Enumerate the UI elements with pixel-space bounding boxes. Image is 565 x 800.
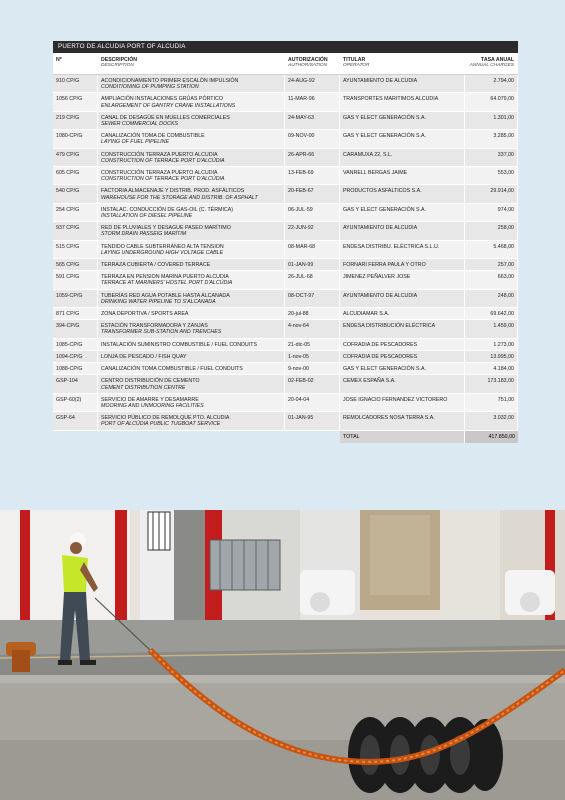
cell-annual-charge: [465, 308, 518, 319]
cell-annual-charge-text: 4.184,00: [493, 366, 514, 373]
cell-annual-charge: [465, 204, 518, 221]
cell-number: [53, 351, 98, 362]
description-english: ENLARGEMENT OF GANTRY CRANE INSTALLATIONS: [101, 102, 236, 109]
cell-operator: [340, 394, 465, 411]
cell-authorisation-date-text: 9-nov-00: [288, 366, 309, 373]
description-english: CEMENT DISTRIBUTION CENTRE: [101, 384, 186, 391]
table-row: [53, 375, 518, 393]
cell-authorisation-date-text: 22-JUN-92: [288, 225, 314, 232]
cell-description: [98, 308, 285, 319]
cell-operator: [340, 149, 465, 166]
cell-number: [53, 412, 98, 429]
cell-annual-charge-text: 13.995,00: [490, 353, 514, 360]
cell-operator: [340, 412, 465, 429]
cell-description-text: SERVICIO PÚBLICO DE REMOLQUE PTO. ALCUDIA: [101, 415, 230, 422]
cell-description: [98, 320, 285, 337]
cell-operator-text: CARAMUXA 22, S.L.: [343, 151, 393, 158]
header-number: Nº: [53, 53, 98, 74]
cell-annual-charge: [465, 222, 518, 239]
cell-number-text: 540 CP/G: [56, 188, 80, 195]
cell-annual-charge: [465, 167, 518, 184]
cell-operator: [340, 75, 465, 92]
description-english: CONSTRUCTION OF TERRACE PORT D'ALCÚDIA: [101, 176, 225, 183]
cell-description-text: AMPLIACIÓN INSTALACIONES GRÚAS PÓRTICO: [101, 96, 223, 103]
cell-operator-text: COFRADIA DE PESCADORES: [343, 353, 418, 360]
table-row: [53, 149, 518, 167]
cell-operator: [340, 241, 465, 258]
cell-annual-charge-text: 3.285,00: [493, 133, 514, 140]
cell-description: [98, 185, 285, 202]
table-row: [53, 93, 518, 111]
cell-operator: [340, 204, 465, 221]
cell-annual-charge-text: 173.183,00: [487, 378, 514, 385]
cell-description: [98, 363, 285, 374]
cell-number: [53, 185, 98, 202]
cell-operator: [340, 112, 465, 129]
table-row: [53, 222, 518, 240]
cell-number: [53, 130, 98, 147]
cell-annual-charge: [465, 149, 518, 166]
cell-authorisation-date-text: 01-JAN-99: [288, 262, 314, 269]
cell-authorisation-date-text: 1-nov-05: [288, 353, 309, 360]
table-row: [53, 112, 518, 130]
cell-operator-text: VANRELL BERGAS JAIME: [343, 170, 408, 177]
cell-authorisation-date-text: 26-JUL-68: [288, 274, 313, 281]
cell-authorisation-date: [285, 259, 340, 270]
cell-description: [98, 222, 285, 239]
cell-operator-text: PRODUCTOS ASFALTICOS S.A.: [343, 188, 422, 195]
cell-operator-text: CEMEX ESPAÑA S.A.: [343, 378, 396, 385]
cell-description-text: ESTACIÓN TRANSFORMADORA Y ZANJAS: [101, 323, 208, 330]
cell-number-text: 565 CP/G: [56, 262, 80, 269]
cell-number: [53, 339, 98, 350]
cell-operator: [340, 130, 465, 147]
cell-operator-text: AYUNTAMIENTO DE ALCUDIA: [343, 78, 418, 84]
cell-annual-charge: [465, 75, 518, 92]
cell-annual-charge: [465, 339, 518, 350]
cell-annual-charge-text: 1.273,00: [493, 341, 514, 348]
cell-number-text: 219 CP/G: [56, 114, 80, 121]
cell-number: [53, 75, 98, 92]
cell-number: [53, 259, 98, 270]
cell-number: [53, 290, 98, 307]
port-worker-photo: [0, 510, 565, 800]
cell-number-text: 1094-CP/G: [56, 353, 83, 360]
cell-description-text: TERRAZA EN PENSION MARINA PUERTO ALCUDIA: [101, 274, 229, 281]
cell-authorisation-date-text: 01-JAN-95: [288, 415, 314, 422]
cell-description: [98, 351, 285, 362]
cell-authorisation-date: [285, 204, 340, 221]
cell-operator-text: JOSE IGNACIO FERNANDEZ VICTORERO: [343, 396, 448, 403]
cell-operator-text: GAS Y ELECT GENERACIÓN S.A.: [343, 114, 427, 121]
table-header: [53, 53, 518, 75]
cell-authorisation-date: [285, 351, 340, 362]
cell-authorisation-date: [285, 112, 340, 129]
cell-authorisation-date-text: 08-MAR-68: [288, 243, 316, 250]
header-operator: TITULAR OPERATOR: [340, 53, 465, 74]
cell-annual-charge: [465, 112, 518, 129]
description-english: INSTALLATION OF DIESEL PIPELINE: [101, 213, 193, 220]
cell-annual-charge: [465, 271, 518, 288]
cell-number: [53, 93, 98, 110]
cell-operator-text: AYUNTAMIENTO DE ALCUDIA: [343, 225, 418, 232]
cell-annual-charge-text: 751,00: [497, 396, 514, 403]
header-description: DESCRIPCIÓN DESCRIPTION: [98, 53, 285, 74]
cell-number-text: 254 CP/G: [56, 206, 80, 213]
cell-description: [98, 241, 285, 258]
cell-number: [53, 167, 98, 184]
cell-authorisation-date-text: 24-MAY-63: [288, 114, 314, 121]
table-row: [53, 259, 518, 271]
cell-description-text: FACTORIA ALMACENAJE Y DISTRIB. PROD. ASFÁLTICOS: [101, 188, 245, 195]
cell-description-text: TUBERÍAS RED AGUA POTABLE HASTA ALCANADA: [101, 292, 230, 299]
cell-number: [53, 204, 98, 221]
cell-authorisation-date-text: 21-dic-05: [288, 341, 311, 348]
table-row: [53, 308, 518, 320]
cell-annual-charge: [465, 93, 518, 110]
cell-description-text: CONSTRUCCIÓN TERRAZA PUERTO ALCUDIA: [101, 170, 218, 177]
cell-operator: [340, 290, 465, 307]
description-english: CONDITIONING OF PUMPING STATION: [101, 84, 199, 91]
table-row: [53, 75, 518, 93]
table-row: [53, 351, 518, 363]
cell-number-text: 910 CP/G: [56, 78, 80, 84]
table-row: [53, 320, 518, 338]
cell-operator-text: TRANSPORTES MARITIMOS ALCUDIA: [343, 96, 439, 103]
cell-number-text: 394-CP/G: [56, 323, 80, 330]
cell-description: [98, 149, 285, 166]
cell-authorisation-date: [285, 130, 340, 147]
cell-number: [53, 320, 98, 337]
cell-description-text: CANALIZACIÓN TOMA DE COMBUSTIBLE: [101, 133, 205, 140]
cell-authorisation-date-text: 06-JUL-59: [288, 206, 313, 213]
table-row: [53, 204, 518, 222]
cell-number-text: 1056 CP/G: [56, 96, 83, 103]
total-value: 417.850,00: [465, 431, 518, 443]
description-english: CONSTRUCTION OF TERRACE PORT D'ALCÚDIA: [101, 157, 225, 164]
table-row: [53, 130, 518, 148]
cell-description-text: TENDIDO CABLE SUBTERRÁNEO ALTA TENSION: [101, 243, 224, 250]
cell-authorisation-date: [285, 93, 340, 110]
cell-description: [98, 394, 285, 411]
cell-annual-charge: [465, 185, 518, 202]
cell-annual-charge: [465, 130, 518, 147]
cell-authorisation-date-text: 20-jul-88: [288, 311, 309, 318]
cell-annual-charge-text: 248,00: [497, 292, 514, 299]
cell-operator-text: GAS Y ELECT GENERACIÓN S.A.: [343, 206, 427, 213]
cell-description-text: CANALIZACIÓN TOMA COMBUSTIBLE / FUEL CONDUITS: [101, 366, 243, 373]
cell-description-text: CONSTRUCCIÓN TERRAZA PUERTO ALCUDIA: [101, 151, 218, 158]
cell-number: [53, 394, 98, 411]
cell-operator: [340, 320, 465, 337]
cell-number-text: 591 CP/G: [56, 274, 80, 281]
description-english: PORT OF ALCÚDIA PUBLIC TUGBOAT SERVICE: [101, 421, 221, 428]
cell-description-text: ZONA DEPORTIVA / SPORTS AREA: [101, 311, 189, 318]
cell-annual-charge-text: 663,00: [497, 274, 514, 281]
cell-number: [53, 308, 98, 319]
cell-authorisation-date: [285, 308, 340, 319]
description-english: MOORING AND UNMOORING FACILITIES: [101, 402, 204, 409]
total-label: TOTAL: [340, 431, 465, 443]
cell-authorisation-date: [285, 339, 340, 350]
table-row: [53, 185, 518, 203]
cell-authorisation-date: [285, 167, 340, 184]
cell-annual-charge-text: 29.914,00: [490, 188, 514, 195]
table-row: [53, 363, 518, 375]
cell-operator: [340, 339, 465, 350]
cell-authorisation-date: [285, 375, 340, 392]
cell-operator-text: GAS Y ELECT GENERACIÓN S.A.: [343, 133, 427, 140]
description-english: SEWER COMMERCIAL DOCKS: [101, 121, 179, 128]
cell-authorisation-date: [285, 320, 340, 337]
table-row: [53, 339, 518, 351]
cell-annual-charge-text: 1.301,00: [493, 114, 514, 121]
cell-description: [98, 75, 285, 92]
cell-operator: [340, 259, 465, 270]
cell-description-text: LONJA DE PESCADO / FISH QUAY: [101, 353, 187, 360]
cell-authorisation-date-text: 20-FEB-67: [288, 188, 314, 195]
cell-authorisation-date-text: 26-APR-66: [288, 151, 315, 158]
description-english: TERRACE AT MARINERS' HOSTEL PORT D'ALCÚDIA: [101, 280, 233, 287]
cell-annual-charge-text: 974,00: [497, 206, 514, 213]
cell-description-text: TERRAZA CUBIERTA / COVERED TERRACE: [101, 262, 211, 269]
cell-annual-charge-text: 69.642,00: [490, 311, 514, 318]
cell-description-text: SERVICIO DE AMARRE Y DESAMARRE: [101, 396, 199, 403]
cell-authorisation-date-text: 08-OCT-97: [288, 292, 315, 299]
cell-number-text: 1059-CP/G: [56, 292, 83, 299]
cell-description-text: CANAL DE DESAGÜE EN MUELLES COMERCIALES: [101, 114, 230, 121]
cell-number: [53, 271, 98, 288]
cell-operator-text: FORNARI FERRA PAULA Y OTRO: [343, 262, 426, 269]
cell-operator: [340, 308, 465, 319]
cell-number-text: 1080-CP/G: [56, 133, 83, 140]
table-row: [53, 241, 518, 259]
cell-annual-charge-text: 337,00: [497, 151, 514, 158]
cell-annual-charge: [465, 290, 518, 307]
cell-annual-charge-text: 553,00: [497, 170, 514, 177]
cell-annual-charge-text: 258,00: [497, 225, 514, 232]
cell-description: [98, 259, 285, 270]
cell-authorisation-date: [285, 271, 340, 288]
cell-description: [98, 167, 285, 184]
table-total-row: [53, 431, 518, 443]
cell-operator-text: JIMENEZ PEÑALVER JOSE: [343, 274, 411, 281]
description-english: LAYING OF FUEL PIPELINE: [101, 139, 170, 146]
table-row: [53, 271, 518, 289]
cell-operator: [340, 222, 465, 239]
cell-operator: [340, 271, 465, 288]
table-row: [53, 394, 518, 412]
cell-operator-text: AYUNTAMIENTO DE ALCUDIA: [343, 292, 418, 299]
cell-annual-charge: [465, 351, 518, 362]
table-body: [53, 75, 518, 431]
cell-description: [98, 112, 285, 129]
cell-number-text: 871 CP/G: [56, 311, 80, 318]
cell-number-text: 605 CP/G: [56, 170, 80, 177]
cell-number: [53, 375, 98, 392]
cell-number: [53, 149, 98, 166]
cell-number-text: 937 CP/G: [56, 225, 80, 232]
cell-operator: [340, 167, 465, 184]
cell-description: [98, 204, 285, 221]
cell-authorisation-date-text: 24-AUG-92: [288, 78, 315, 84]
cell-authorisation-date-text: 11-MAR-96: [288, 96, 315, 103]
cell-authorisation-date: [285, 412, 340, 429]
cell-annual-charge: [465, 412, 518, 429]
cell-number-text: GSP-64: [56, 415, 75, 422]
cell-operator-text: ENDESA DISTRIBUCIÓN ELÉCTRICA: [343, 323, 436, 330]
cell-description: [98, 271, 285, 288]
cell-annual-charge-text: 5.468,00: [493, 243, 514, 250]
table-row: [53, 412, 518, 430]
cell-operator: [340, 93, 465, 110]
cell-description: [98, 290, 285, 307]
cell-number: [53, 363, 98, 374]
cell-description-text: INSTALAC. CONDUCCIÓN DE GAS-OIL (C. TÉRMICA): [101, 206, 234, 213]
cell-description-text: CENTRO DISTRIBUCIÓN DE CEMENTO: [101, 378, 200, 385]
cell-authorisation-date: [285, 241, 340, 258]
cell-description-text: ACONDICIONAMIENTO PRIMER ESCALÓN IMPULSIÓN: [101, 78, 239, 84]
description-english: TRANSFORMER SUB-STATION AND TRENCHES: [101, 329, 222, 336]
cell-number-text: 515 CP/G: [56, 243, 80, 250]
cell-description: [98, 130, 285, 147]
description-english: STORM DRAIN PASSEIG MARÍTIM: [101, 231, 187, 238]
cell-annual-charge: [465, 394, 518, 411]
cell-operator-text: ALCUDIAMAR S.A.: [343, 311, 390, 318]
description-english: WAREHOUSE FOR THE STORAGE AND DISTRIB. OF ASPHALT: [101, 194, 258, 201]
table-title: PUERTO DE ALCUDIA PORT OF ALCUDIA: [53, 41, 518, 53]
cell-number: [53, 222, 98, 239]
cell-description: [98, 375, 285, 392]
cell-description: [98, 93, 285, 110]
cell-description-text: INSTALACIÓN SUMINISTRO COMBUSTIBLE / FUEL CONDUITS: [101, 341, 257, 348]
cell-operator: [340, 375, 465, 392]
cell-annual-charge-text: 1.459,00: [493, 323, 514, 330]
cell-authorisation-date: [285, 75, 340, 92]
cell-authorisation-date: [285, 149, 340, 166]
cell-annual-charge: [465, 259, 518, 270]
cell-annual-charge: [465, 375, 518, 392]
cell-number-text: 1085-CP/G: [56, 341, 83, 348]
header-authorisation: AUTORIZACIÓN AUTHORISATION: [285, 53, 340, 74]
cell-authorisation-date: [285, 290, 340, 307]
cell-authorisation-date: [285, 185, 340, 202]
cell-number-text: 1088-CP/G: [56, 366, 83, 373]
cell-operator: [340, 363, 465, 374]
cell-authorisation-date-text: 4-nov-64: [288, 323, 309, 330]
cell-operator-text: REMOLCADORES NOSA TERRA S.A.: [343, 415, 435, 422]
cell-description: [98, 339, 285, 350]
cell-description-text: RED DE PLUVIALES Y DESAGUE PASEO MARÍTIMO: [101, 225, 231, 232]
cell-annual-charge: [465, 241, 518, 258]
cell-annual-charge-text: 257,00: [497, 262, 514, 269]
table-row: [53, 167, 518, 185]
cell-number-text: GSP-104: [56, 378, 78, 385]
cell-number-text: 479 CP/G: [56, 151, 80, 158]
cell-description: [98, 412, 285, 429]
cell-authorisation-date-text: 09-NOV-00: [288, 133, 315, 140]
cell-authorisation-date-text: 20-04-04: [288, 396, 310, 403]
concessions-table: [53, 41, 518, 443]
cell-number: [53, 241, 98, 258]
cell-authorisation-date: [285, 363, 340, 374]
cell-number-text: GSP-60(2): [56, 396, 82, 403]
description-english: DRINKING WATER PIPELINE TO S'ALCANADA: [101, 298, 216, 305]
cell-annual-charge-text: 64.079,00: [490, 96, 514, 103]
description-english: LAYING UNDERGROUND HIGH VOLTAGE CABLE: [101, 249, 224, 256]
cell-operator: [340, 351, 465, 362]
cell-authorisation-date-text: 13-FEB-69: [288, 170, 314, 177]
cell-annual-charge: [465, 320, 518, 337]
cell-annual-charge: [465, 363, 518, 374]
cell-operator-text: ENDESA DISTRIBU. ELÉCTRICA S.L.U.: [343, 243, 440, 250]
table-row: [53, 290, 518, 308]
cell-authorisation-date: [285, 394, 340, 411]
cell-number: [53, 112, 98, 129]
cell-operator-text: GAS Y ELECT GENERACIÓN S.A.: [343, 366, 427, 373]
cell-operator: [340, 185, 465, 202]
cell-authorisation-date: [285, 222, 340, 239]
cell-authorisation-date-text: 02-FEB-02: [288, 378, 314, 385]
header-annual-charges: TASA ANUAL ANNUAL CHARGES: [465, 53, 518, 74]
cell-annual-charge-text: 2.794,00: [493, 78, 514, 84]
cell-operator-text: COFRADIA DE PESCADORES: [343, 341, 418, 348]
cell-annual-charge-text: 3.032,00: [493, 415, 514, 422]
